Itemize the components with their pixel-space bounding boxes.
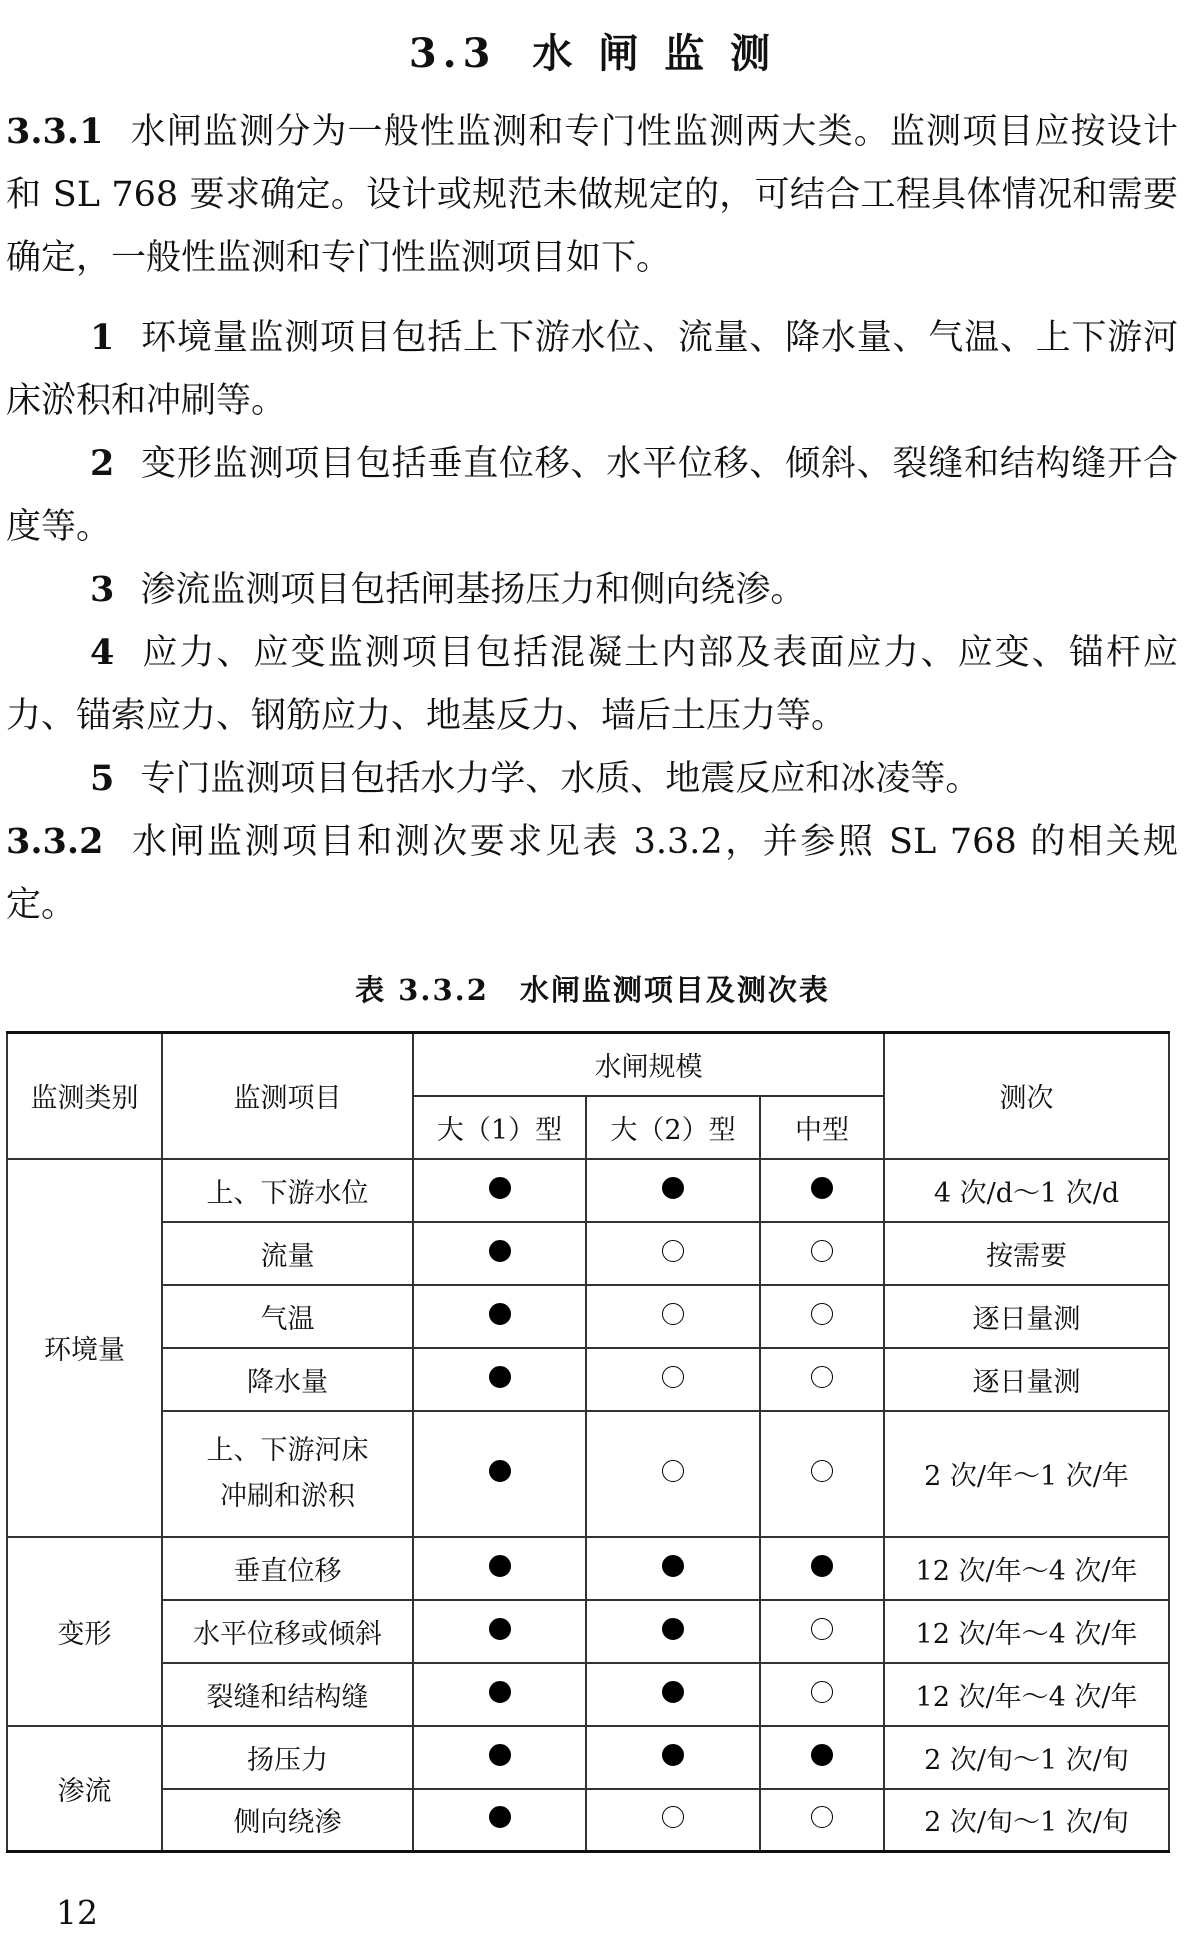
mark-cell	[586, 1411, 760, 1537]
table-row	[7, 1537, 1169, 1600]
clause-item-4	[6, 621, 1178, 748]
item-cell	[162, 1411, 413, 1537]
frequency-cell: 12 次/年～4 次/年	[884, 1537, 1169, 1600]
header-scale-medium: 中型	[760, 1096, 884, 1159]
mark-cell	[586, 1222, 760, 1285]
table-row	[7, 1159, 1169, 1222]
filled-circle-icon	[489, 1240, 511, 1262]
mark-cell	[760, 1663, 884, 1726]
empty-circle-icon	[811, 1303, 833, 1325]
clause-3-3-1	[6, 100, 1178, 290]
clause-item-3	[6, 558, 1178, 622]
filled-circle-icon	[662, 1618, 684, 1640]
filled-circle-icon	[662, 1744, 684, 1766]
category-cell: 变形	[7, 1537, 162, 1726]
mark-cell	[586, 1726, 760, 1789]
filled-circle-icon	[489, 1806, 511, 1828]
item-number: 5	[90, 758, 115, 799]
empty-circle-icon	[662, 1460, 684, 1482]
header-scale-large-1: 大（1）型	[413, 1096, 586, 1159]
frequency-cell: 逐日量测	[884, 1285, 1169, 1348]
filled-circle-icon	[489, 1744, 511, 1766]
header-scale-large-2: 大（2）型	[586, 1096, 760, 1159]
mark-cell	[760, 1222, 884, 1285]
mark-cell	[760, 1726, 884, 1789]
page-number: 12	[56, 1893, 98, 1932]
frequency-cell: 2 次/旬～1 次/旬	[884, 1726, 1169, 1789]
clause-item-2	[6, 432, 1178, 559]
clause-text: 水闸监测项目和测次要求见表 3.3.2，并参照 SL 768 的相关规定。	[6, 822, 1178, 925]
empty-circle-icon	[811, 1618, 833, 1640]
filled-circle-icon	[662, 1681, 684, 1703]
item-number: 4	[90, 632, 115, 673]
filled-circle-icon	[489, 1460, 511, 1482]
mark-cell	[413, 1537, 586, 1600]
empty-circle-icon	[811, 1366, 833, 1388]
item-text: 专门监测项目包括水力学、水质、地震反应和冰凌等。	[140, 759, 981, 799]
frequency-cell: 12 次/年～4 次/年	[884, 1663, 1169, 1726]
table-row	[7, 1789, 1169, 1852]
empty-circle-icon	[662, 1303, 684, 1325]
empty-circle-icon	[662, 1240, 684, 1262]
frequency-cell: 4 次/d～1 次/d	[884, 1159, 1169, 1222]
item-cell: 水平位移或倾斜	[162, 1600, 413, 1663]
header-item: 监测项目	[162, 1033, 413, 1159]
empty-circle-icon	[662, 1366, 684, 1388]
section-heading: 水 闸 监 测	[532, 30, 777, 77]
empty-circle-icon	[662, 1806, 684, 1828]
item-text: 应力、应变监测项目包括混凝土内部及表面应力、应变、锚杆应力、锚索应力、钢筋应力、地基反力、墙后土压力等。	[6, 633, 1178, 736]
mark-cell	[760, 1159, 884, 1222]
clause-number: 3.3.1	[6, 111, 104, 152]
mark-cell	[760, 1411, 884, 1537]
frequency-cell: 12 次/年～4 次/年	[884, 1600, 1169, 1663]
header-category: 监测类别	[7, 1033, 162, 1159]
mark-cell	[760, 1285, 884, 1348]
mark-cell	[586, 1663, 760, 1726]
table-row	[7, 1411, 1169, 1537]
filled-circle-icon	[489, 1177, 511, 1199]
mark-cell	[586, 1285, 760, 1348]
mark-cell	[586, 1537, 760, 1600]
item-cell: 流量	[162, 1222, 413, 1285]
item-text: 渗流监测项目包括闸基扬压力和侧向绕渗。	[140, 570, 806, 610]
filled-circle-icon	[489, 1303, 511, 1325]
mark-cell	[413, 1348, 586, 1411]
item-line: 冲刷和淤积	[220, 1480, 355, 1512]
filled-circle-icon	[489, 1366, 511, 1388]
category-cell: 环境量	[7, 1159, 162, 1537]
clause-3-3-2	[6, 810, 1178, 937]
item-cell: 垂直位移	[162, 1537, 413, 1600]
frequency-cell: 2 次/旬～1 次/旬	[884, 1789, 1169, 1852]
category-cell: 渗流	[7, 1726, 162, 1852]
item-number: 3	[90, 569, 115, 610]
clause-item-5	[6, 747, 1178, 811]
mark-cell	[760, 1600, 884, 1663]
item-number: 2	[90, 443, 115, 484]
mark-cell	[586, 1159, 760, 1222]
item-text: 变形监测项目包括垂直位移、水平位移、倾斜、裂缝和结构缝开合度等。	[6, 444, 1178, 547]
item-text: 环境量监测项目包括上下游水位、流量、降水量、气温、上下游河床淤积和冲刷等。	[6, 318, 1178, 421]
filled-circle-icon	[811, 1744, 833, 1766]
filled-circle-icon	[662, 1177, 684, 1199]
mark-cell	[586, 1789, 760, 1852]
mark-cell	[413, 1726, 586, 1789]
frequency-cell: 2 次/年～1 次/年	[884, 1411, 1169, 1537]
item-cell: 气温	[162, 1285, 413, 1348]
item-number: 1	[90, 317, 115, 358]
filled-circle-icon	[811, 1177, 833, 1199]
filled-circle-icon	[489, 1681, 511, 1703]
mark-cell	[760, 1348, 884, 1411]
item-line: 上、下游河床	[206, 1434, 369, 1466]
mark-cell	[413, 1411, 586, 1537]
item-cell: 降水量	[162, 1348, 413, 1411]
filled-circle-icon	[489, 1618, 511, 1640]
item-cell: 侧向绕渗	[162, 1789, 413, 1852]
item-cell: 上、下游水位	[162, 1159, 413, 1222]
empty-circle-icon	[811, 1806, 833, 1828]
table-row	[7, 1285, 1169, 1348]
mark-cell	[413, 1663, 586, 1726]
filled-circle-icon	[489, 1555, 511, 1577]
mark-cell	[413, 1285, 586, 1348]
table-row	[7, 1663, 1169, 1726]
mark-cell	[413, 1600, 586, 1663]
mark-cell	[413, 1159, 586, 1222]
section-title	[0, 22, 1185, 79]
item-cell: 扬压力	[162, 1726, 413, 1789]
header-scale: 水闸规模	[413, 1033, 884, 1096]
empty-circle-icon	[811, 1460, 833, 1482]
table-row	[7, 1348, 1169, 1411]
table-caption: 表 3.3.2 水闸监测项目及测次表	[355, 973, 830, 1007]
monitoring-table	[6, 1031, 1170, 1853]
frequency-cell: 逐日量测	[884, 1348, 1169, 1411]
header-frequency: 测次	[884, 1033, 1169, 1159]
mark-cell	[586, 1600, 760, 1663]
mark-cell	[413, 1222, 586, 1285]
table-row	[7, 1222, 1169, 1285]
clause-number: 3.3.2	[6, 821, 104, 862]
mark-cell	[586, 1348, 760, 1411]
clause-text: 水闸监测分为一般性监测和专门性监测两大类。监测项目应按设计和 SL 768 要求确定。设计或规范未做规定的，可结合工程具体情况和需要确定，一般性监测和专门性监测项目如下。	[6, 112, 1178, 278]
item-cell: 裂缝和结构缝	[162, 1663, 413, 1726]
mark-cell	[760, 1537, 884, 1600]
section-number: 3.3	[408, 30, 497, 77]
empty-circle-icon	[811, 1240, 833, 1262]
empty-circle-icon	[811, 1681, 833, 1703]
mark-cell	[760, 1789, 884, 1852]
table-row	[7, 1600, 1169, 1663]
mark-cell	[413, 1789, 586, 1852]
clause-item-1	[6, 306, 1178, 433]
frequency-cell: 按需要	[884, 1222, 1169, 1285]
filled-circle-icon	[662, 1555, 684, 1577]
table-row	[7, 1726, 1169, 1789]
filled-circle-icon	[811, 1555, 833, 1577]
